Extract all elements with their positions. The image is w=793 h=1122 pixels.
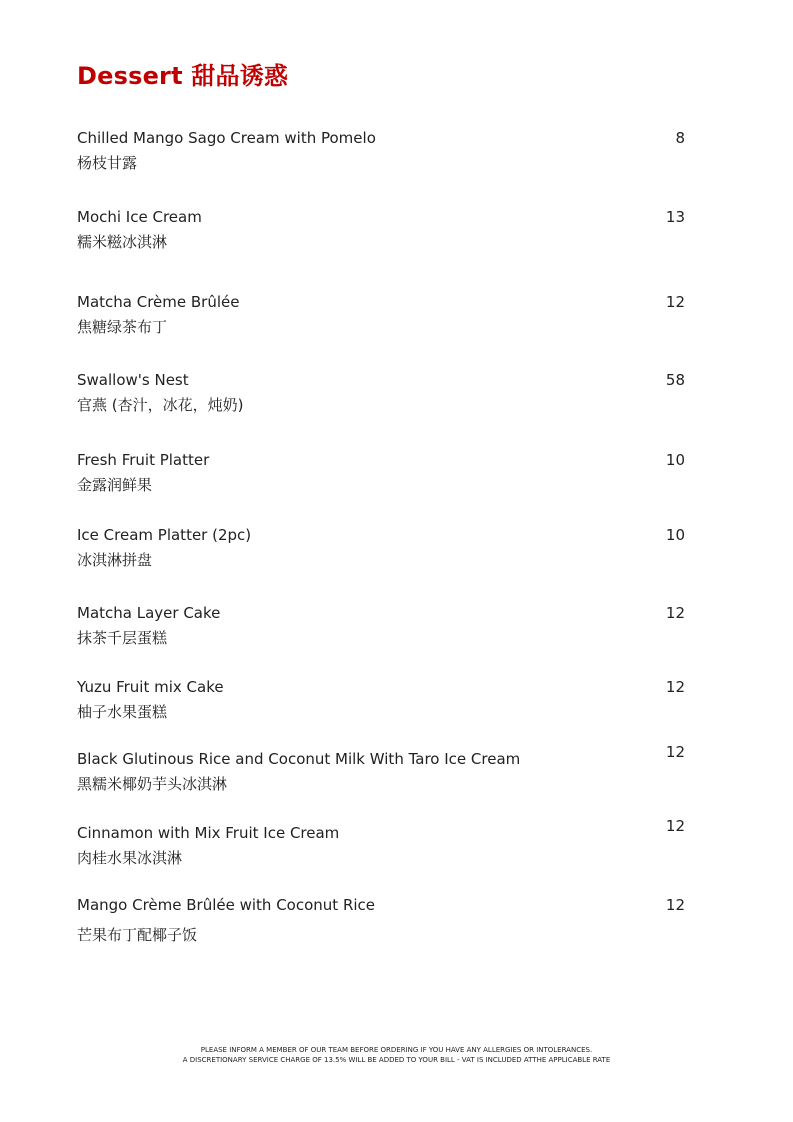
menu-item <box>77 128 697 173</box>
item-name-en: Ice Cream Platter (2pc) <box>77 526 252 544</box>
footer-notice <box>0 1045 793 1065</box>
item-name-cn: 杨枝甘露 <box>77 154 138 172</box>
item-name-en: Black Glutinous Rice and Coconut Milk With Taro Ice Cream <box>77 750 521 768</box>
item-name-cn: 芒果布丁配椰子饭 <box>77 926 198 944</box>
menu-item <box>77 370 697 415</box>
page-title: Dessert 甜品诱惑 <box>77 62 289 90</box>
item-price: 13 <box>665 208 685 226</box>
item-price: 12 <box>665 896 685 914</box>
item-name-cn: 金露润鲜果 <box>77 476 153 494</box>
item-price: 12 <box>665 743 685 761</box>
item-name-en: Fresh Fruit Platter <box>77 451 210 469</box>
item-name-en: Chilled Mango Sago Cream with Pomelo <box>77 129 376 147</box>
item-name-cn: 柚子水果蛋糕 <box>77 703 168 721</box>
item-price: 12 <box>665 817 685 835</box>
menu-item <box>77 292 697 337</box>
item-name-en: Swallow's Nest <box>77 371 189 389</box>
item-name-en: Cinnamon with Mix Fruit Ice Cream <box>77 824 340 842</box>
menu-item <box>77 817 697 868</box>
item-price: 12 <box>665 678 685 696</box>
item-price: 10 <box>665 451 685 469</box>
item-name-cn: 官燕 (杏汁，冰花，炖奶) <box>77 396 244 414</box>
allergy-notice: PLEASE INFORM A MEMBER OF OUR TEAM BEFORE ORDERING IF YOU HAVE ANY ALLERGIES OR INTOLERANCES. <box>200 1046 593 1054</box>
item-price: 10 <box>665 526 685 544</box>
item-price: 58 <box>665 371 685 389</box>
item-name-cn: 黑糯米椰奶芋头冰淇淋 <box>77 775 228 793</box>
item-name-cn: 焦糖绿茶布丁 <box>77 318 168 336</box>
item-name-en: Mochi Ice Cream <box>77 208 202 226</box>
item-price: 12 <box>665 293 685 311</box>
menu-item <box>77 895 697 945</box>
menu-item <box>77 525 697 570</box>
item-name-en: Yuzu Fruit mix Cake <box>77 678 224 696</box>
menu-item <box>77 450 697 495</box>
item-name-cn: 冰淇淋拼盘 <box>77 551 153 569</box>
menu-item <box>77 743 697 794</box>
menu-item <box>77 603 697 648</box>
item-price: 8 <box>675 129 685 147</box>
item-name-en: Mango Crème Brûlée with Coconut Rice <box>77 896 376 914</box>
menu-item <box>77 207 697 252</box>
item-name-cn: 糯米糍冰淇淋 <box>77 233 168 251</box>
item-price: 12 <box>665 604 685 622</box>
service-charge-notice: A DISCRETIONARY SERVICE CHARGE OF 13.5% WILL BE ADDED TO YOUR BILL - VAT IS INCLUDED ATTHE APPLICABLE RATE <box>182 1056 611 1064</box>
item-name-en: Matcha Crème Brûlée <box>77 293 240 311</box>
item-name-cn: 肉桂水果冰淇淋 <box>77 849 183 867</box>
menu-item <box>77 677 697 722</box>
item-name-en: Matcha Layer Cake <box>77 604 221 622</box>
item-name-cn: 抹茶千层蛋糕 <box>77 629 168 647</box>
